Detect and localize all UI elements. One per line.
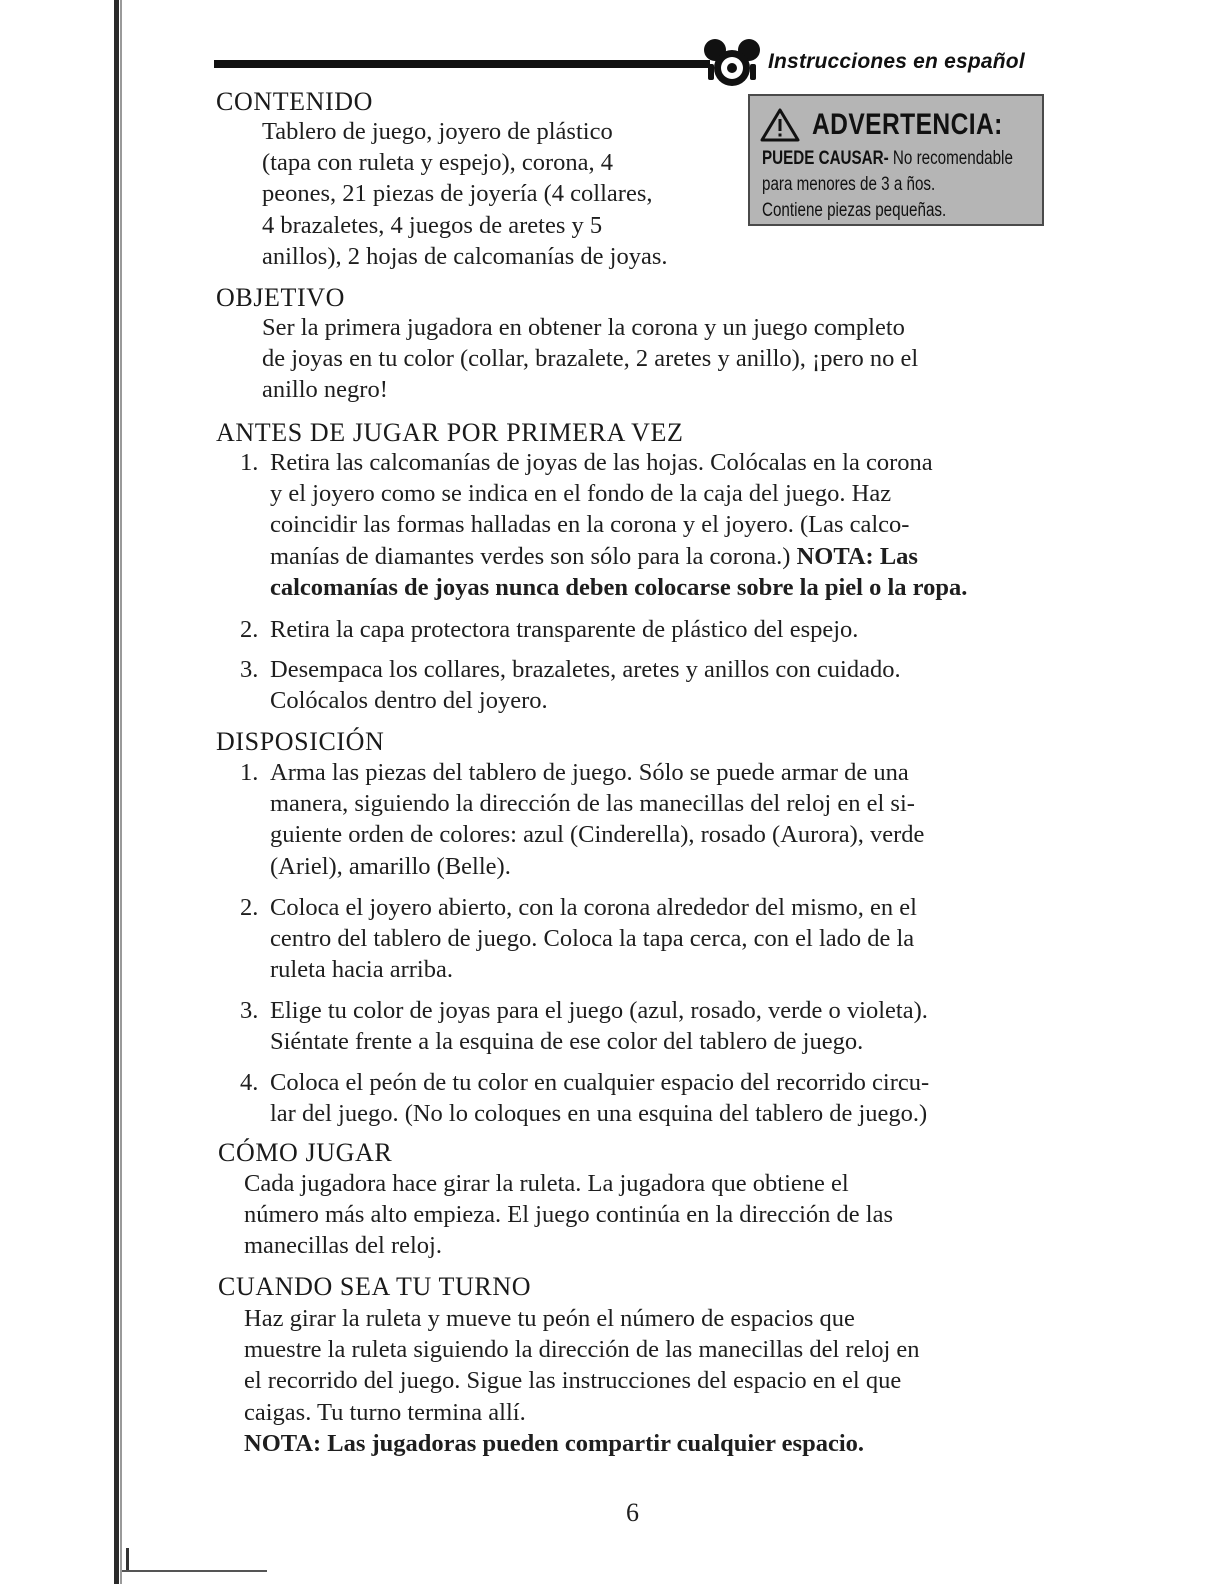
text-line: Haz girar la ruleta y mueve tu peón el número de espacios que xyxy=(244,1305,855,1332)
text-line: coincidir las formas halladas en la corona y el joyero. (Las calco- xyxy=(270,511,910,539)
item-number: 3. xyxy=(240,656,259,683)
warning-label: PUEDE CAUSAR- xyxy=(762,148,889,169)
text-line: guiente orden de colores: azul (Cinderella), rosado (Aurora), verde xyxy=(270,821,925,849)
item-number: 2. xyxy=(240,894,259,921)
text-line: Coloca el joyero abierto, con la corona alrededor del mismo, en el xyxy=(270,894,917,921)
text-line: lar del juego. (No lo coloques en una esquina del tablero de juego.) xyxy=(270,1100,928,1128)
text-line: Coloca el peón de tu color en cualquier espacio del recorrido circu- xyxy=(270,1069,930,1096)
page-number: 6 xyxy=(626,1498,639,1527)
contenido-paragraph xyxy=(262,116,668,272)
text-line: caigas. Tu turno termina allí. xyxy=(244,1398,526,1426)
text-line: Elige tu color de joyas para el juego (azul, rosado, verde o violeta). xyxy=(270,997,928,1024)
text-line: centro del tablero de juego. Coloca la tapa cerca, con el lado de la xyxy=(270,925,915,953)
item-number: 1. xyxy=(240,759,259,786)
heading-antes-de-jugar: ANTES DE JUGAR POR PRIMERA VEZ xyxy=(216,418,684,447)
text-line: de joyas en tu color (collar, brazalete, 2 aretes y anillo), ¡pero no el xyxy=(262,345,919,373)
turno-paragraph xyxy=(244,1303,920,1459)
note-text: NOTA: Las jugadoras pueden compartir cualquier espacio. xyxy=(244,1429,865,1457)
heading-cuando-sea-tu-turno: CUANDO SEA TU TURNO xyxy=(218,1272,532,1301)
header-title: Instrucciones en español xyxy=(768,50,1025,73)
heading-contenido: CONTENIDO xyxy=(216,87,374,116)
warning-line-3: Contiene piezas pequeñas. xyxy=(762,200,947,221)
heading-disposicion: DISPOSICIÓN xyxy=(216,727,385,756)
como-jugar-paragraph xyxy=(244,1168,893,1262)
text-line: Retira las calcomanías de joyas de las hojas. Colócalas en la corona xyxy=(270,449,933,476)
text-line: y el joyero como se indica en el fondo de la caja del juego. Haz xyxy=(270,480,892,508)
text-line: (tapa con ruleta y espejo), corona, 4 xyxy=(262,149,614,177)
text-line: manera, siguiendo la dirección de las manecillas del reloj en el si- xyxy=(270,790,915,818)
item-number: 3. xyxy=(240,997,259,1024)
text-line: muestre la ruleta siguiendo la dirección de las manecillas del reloj en xyxy=(244,1336,920,1364)
note-text: calcomanías de joyas nunca deben colocarse sobre la piel o la ropa. xyxy=(270,573,968,601)
text-line: Arma las piezas del tablero de juego. Sólo se puede armar de una xyxy=(270,759,909,786)
text-line: Ser la primera jugadora en obtener la corona y un juego completo xyxy=(262,314,905,341)
heading-objetivo: OBJETIVO xyxy=(216,283,346,312)
text-line: anillos), 2 hojas de calcomanías de joyas. xyxy=(262,242,668,270)
text-line: Retira la capa protectora transparente de plástico del espejo. xyxy=(270,616,859,643)
text-line: anillo negro! xyxy=(262,376,388,404)
item-number: 1. xyxy=(240,449,259,476)
warning-title: ADVERTENCIA: xyxy=(812,108,1003,141)
text-line: 4 brazaletes, 4 juegos de aretes y 5 xyxy=(262,211,603,239)
text-line: el recorrido del juego. Sigue las instrucciones del espacio en el que xyxy=(244,1367,902,1395)
text-line: Colócalos dentro del joyero. xyxy=(270,687,548,715)
objetivo-paragraph xyxy=(262,312,918,406)
text-line: (Ariel), amarillo (Belle). xyxy=(270,852,511,880)
heading-como-jugar: CÓMO JUGAR xyxy=(218,1138,393,1167)
text-line: manecillas del reloj. xyxy=(244,1232,442,1260)
warning-line-2: para menores de 3 a ños. xyxy=(762,174,936,195)
text-span: manías de diamantes verdes son sólo para la corona.) xyxy=(270,542,797,570)
item-number: 4. xyxy=(240,1069,259,1096)
text-line: peones, 21 piezas de joyería (4 collares, xyxy=(262,180,653,208)
warning-line-1-text: No recomendable xyxy=(888,148,1013,169)
text-line: número más alto empieza. El juego continúa en la dirección de las xyxy=(244,1201,894,1229)
note-label: NOTA: Las xyxy=(796,542,918,570)
text-line: ruleta hacia arriba. xyxy=(270,956,453,984)
text-line: Tablero de juego, joyero de plástico xyxy=(262,118,613,145)
text-line: Siéntate frente a la esquina de ese color del tablero de juego. xyxy=(270,1028,864,1056)
text-line: Desempaca los collares, brazaletes, aretes y anillos con cuidado. xyxy=(270,656,901,683)
item-number: 2. xyxy=(240,616,259,643)
text-line-mixed xyxy=(270,541,967,572)
text-line: Cada jugadora hace girar la ruleta. La jugadora que obtiene el xyxy=(244,1170,849,1197)
